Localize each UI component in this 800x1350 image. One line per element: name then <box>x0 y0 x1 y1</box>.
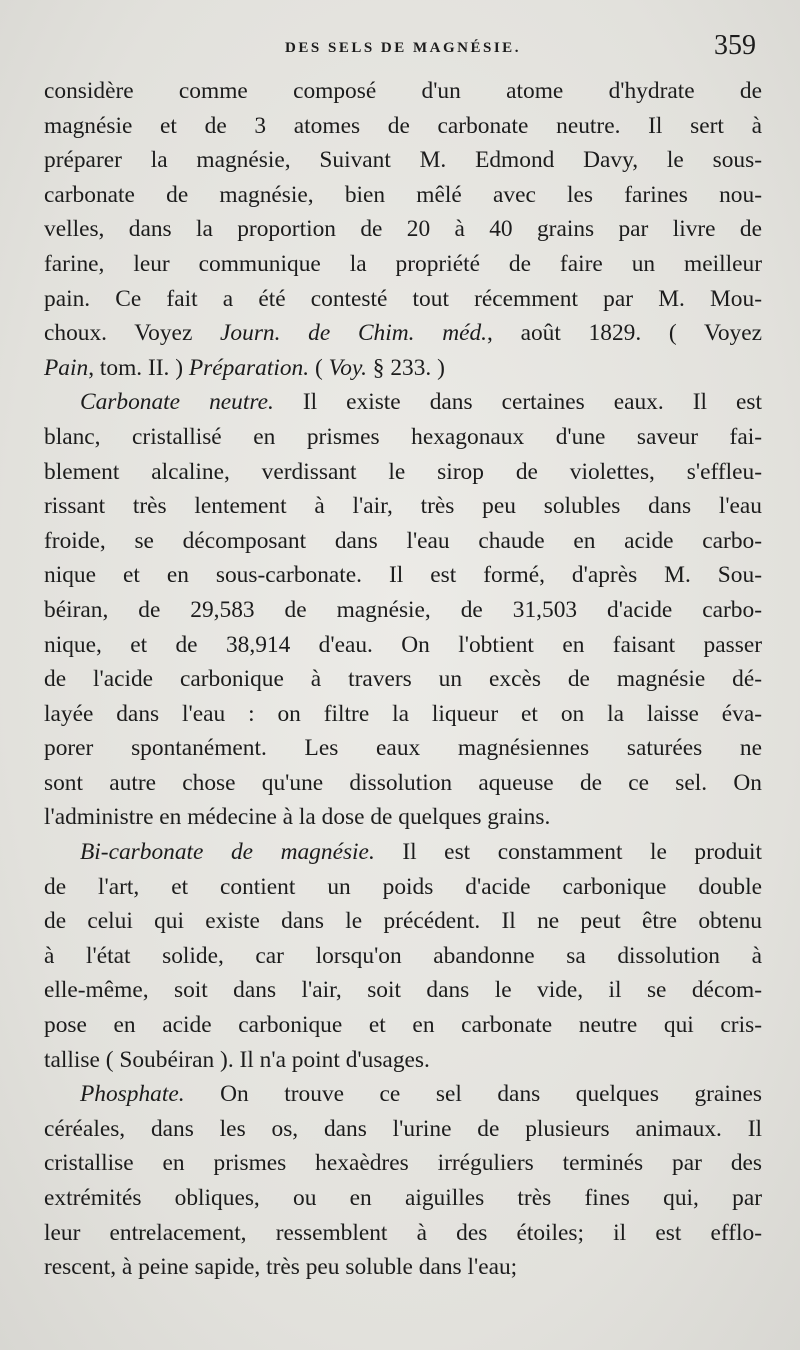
italic-text: Voy. <box>328 354 367 381</box>
text-line <box>44 1181 762 1216</box>
text-segment: pain. Ce fait a été contesté tout récemment par M. Mou- <box>44 285 762 312</box>
text-segment: elle-même, soit dans l'air, soit dans le vide, il se décom- <box>44 977 762 1004</box>
text-segment: carbonate de magnésie, bien mêlé avec les farines nou- <box>44 181 762 208</box>
text-segment: de l'art, et contient un poids d'acide carbonique double <box>44 873 762 900</box>
text-segment: porer spontanément. Les eaux magnésiennes saturées ne <box>44 735 762 762</box>
text-segment: pose en acide carbonique et en carbonate neutre qui cris- <box>44 1012 762 1039</box>
text-segment: froide, se décomposant dans l'eau chaude en acide carbo- <box>44 527 762 554</box>
text-line <box>44 489 762 524</box>
text-line <box>44 282 762 317</box>
text-line <box>44 1112 762 1147</box>
text-line <box>44 247 762 282</box>
text-segment: velles, dans la proportion de 20 à 40 grains par livre de <box>44 216 762 243</box>
text-segment: céréales, dans les os, dans l'urine de plusieurs animaux. Il <box>44 1115 762 1142</box>
text-segment: ( <box>309 354 329 381</box>
italic-text: Phosphate. <box>80 1081 185 1108</box>
text-segment: cristallise en prismes hexaèdres irréguliers terminés par des <box>44 1150 762 1177</box>
text-line <box>44 143 762 178</box>
text-segment: extrémités obliques, ou en aiguilles très fines qui, par <box>44 1185 762 1211</box>
text-segment: layée dans l'eau : on filtre la liqueur et on la laisse éva- <box>44 700 762 727</box>
italic-text: Journ. de Chim. méd. <box>220 320 488 347</box>
paragraph <box>44 1077 762 1285</box>
page-number: 359 <box>714 30 756 61</box>
text-line <box>44 904 762 939</box>
italic-text: Pain <box>44 354 89 381</box>
text-line <box>44 731 762 766</box>
text-line <box>44 800 762 835</box>
text-segment: rissant très lentement à l'air, très peu solubles dans l'eau <box>44 493 762 520</box>
text-segment: magnésie et de 3 atomes de carbonate neutre. Il sert à <box>44 112 762 139</box>
text-line <box>44 662 762 697</box>
text-line <box>44 835 762 870</box>
text-line <box>44 212 762 247</box>
text-line <box>44 593 762 628</box>
text-segment: nique, et de 38,914 d'eau. On l'obtient en faisant passer <box>44 631 762 658</box>
text-line <box>44 628 762 663</box>
text-segment: On trouve ce sel dans quelques graines <box>184 1081 762 1108</box>
text-segment: farine, leur communique la propriété de faire un meilleur <box>44 250 762 277</box>
text-segment: de l'acide carbonique à travers un excès de magnésie dé- <box>44 666 762 693</box>
text-segment: de celui qui existe dans le précédent. Il ne peut être obtenu <box>44 908 762 935</box>
text-line <box>44 939 762 974</box>
body-text <box>44 74 762 1285</box>
text-line <box>44 1250 762 1285</box>
text-line <box>44 558 762 593</box>
text-segment: nique et en sous-carbonate. Il est formé, d'après M. Sou- <box>44 562 762 589</box>
text-segment: blement alcaline, verdissant le sirop de violettes, s'effleu- <box>44 458 762 485</box>
text-segment: préparer la magnésie, Suivant M. Edmond Davy, le sous- <box>44 147 762 174</box>
text-segment: , tom. II. ) <box>88 354 189 381</box>
text-line <box>44 1043 762 1078</box>
text-segment: Il existe dans certaines eaux. Il est <box>273 389 762 416</box>
text-line <box>44 316 762 351</box>
text-line <box>44 455 762 490</box>
italic-text: Carbonate neutre. <box>80 389 274 416</box>
italic-text: Préparation. <box>188 354 310 381</box>
text-line <box>44 697 762 732</box>
text-segment: , août 1829. ( Voyez <box>487 320 762 347</box>
text-segment: considère comme composé d'un atome d'hydrate de <box>44 78 762 104</box>
text-segment: leur entrelacement, ressemblent à des étoiles; il est efflo- <box>44 1219 762 1246</box>
text-line <box>44 973 762 1008</box>
paragraph <box>44 835 762 1077</box>
text-line <box>44 178 762 213</box>
text-line <box>44 351 762 386</box>
text-segment: tallise ( Soubéiran ). Il n'a point d'usages. <box>44 1046 430 1073</box>
text-line <box>44 1146 762 1181</box>
text-segment: béiran, de 29,583 de magnésie, de 31,503 d'acide carbo- <box>44 596 762 623</box>
text-line <box>44 766 762 801</box>
italic-text: Bi-carbonate de magnésie. <box>80 839 375 866</box>
text-segment: § 233. ) <box>366 354 445 381</box>
text-segment: blanc, cristallisé en prismes hexagonaux d'une saveur fai- <box>44 423 762 450</box>
text-line <box>44 524 762 559</box>
paragraph <box>44 74 762 385</box>
text-line <box>44 1216 762 1251</box>
page-header <box>44 30 762 74</box>
text-line <box>44 870 762 905</box>
text-segment: l'administre en médecine à la dose de quelques grains. <box>44 804 551 831</box>
text-line <box>44 1008 762 1043</box>
text-line <box>44 420 762 455</box>
text-segment: Il est constamment le produit <box>374 839 762 866</box>
text-line <box>44 74 762 109</box>
text-segment: rescent, à peine sapide, très peu soluble dans l'eau; <box>44 1254 518 1281</box>
text-segment: sont autre chose qu'une dissolution aqueuse de ce sel. On <box>44 769 762 796</box>
text-line <box>44 109 762 144</box>
text-segment: choux. Voyez <box>44 320 221 347</box>
running-head: DES SELS DE MAGNÉSIE. <box>285 40 521 56</box>
text-line <box>44 385 762 420</box>
paragraph <box>44 385 762 835</box>
text-line <box>44 1077 762 1112</box>
text-segment: à l'état solide, car lorsqu'on abandonne sa dissolution à <box>44 942 762 969</box>
